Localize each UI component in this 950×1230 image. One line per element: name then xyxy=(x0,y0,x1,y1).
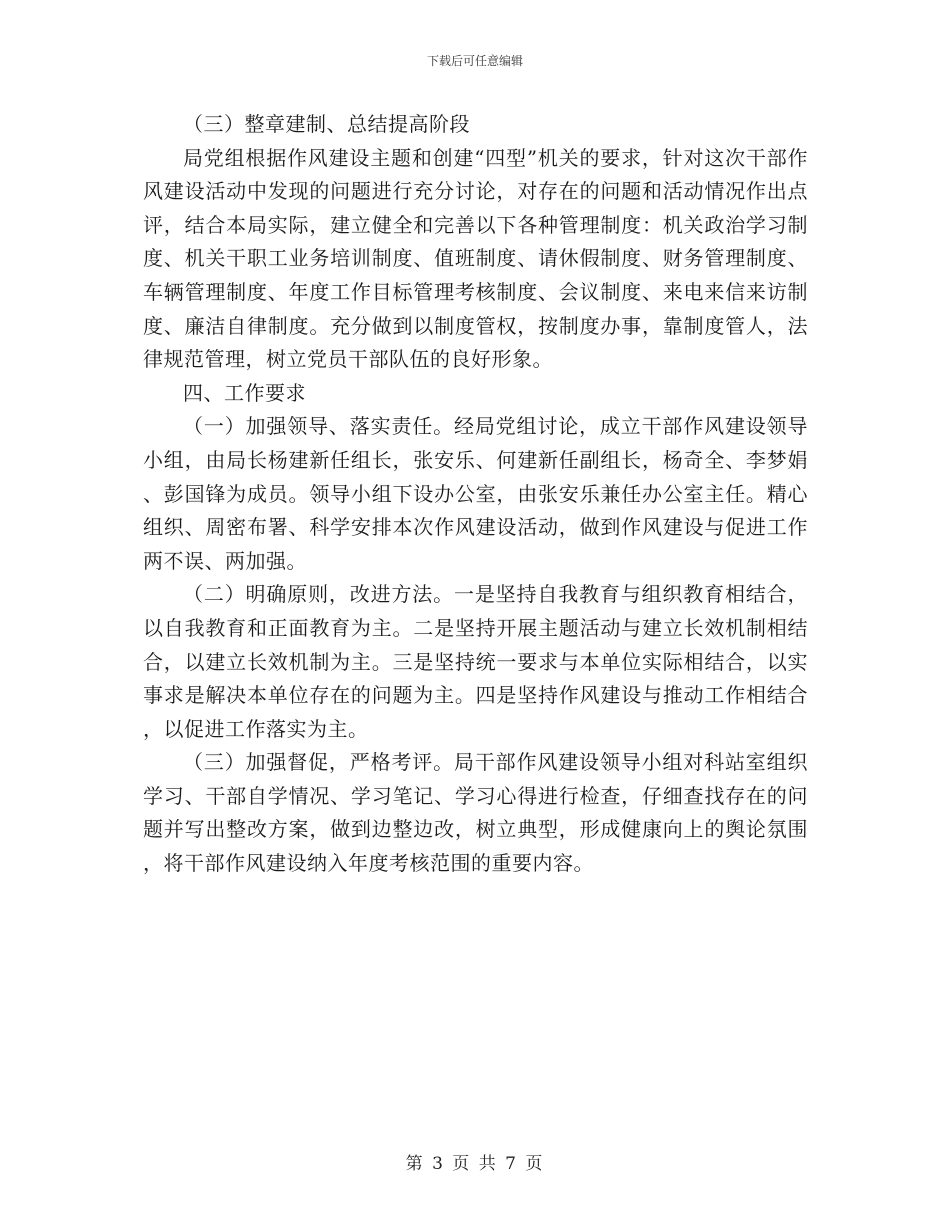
paragraph-management-systems: 局党组根据作风建设主题和创建“四型”机关的要求，针对这次干部作风建设活动中发现的问题进行充分讨论，对存在的问题和活动情况作出点评，结合本局实际，建立健全和完善以下各种管理制度：机关政治学习制度、机关干职工业务培训制度、值班制度、请休假制度、财务管理制度、车辆管理制度、年度工作目标管理考核制度、会议制度、来电来信来访制度、廉洁自律制度。充分做到以制度管权，按制度办事，靠制度管人，法律规范管理，树立党员干部队伍的良好形象。 xyxy=(143,145,808,372)
paragraph-leadership: （一）加强领导、落实责任。经局党组讨论，成立干部作风建设领导小组，由局长杨建新任组长，张安乐、何建新任副组长，杨奇全、李梦娟、彭国锋为成员。领导小组下设办公室，由张安乐兼任办公室主任。精心组织、周密布署、科学安排本次作风建设活动，做到作风建设与促进工作两不误、两加强。 xyxy=(143,414,808,573)
document-body xyxy=(143,108,808,881)
footer-current-page: 3 xyxy=(432,1154,445,1174)
paragraph-principles: （二）明确原则，改进方法。一是坚持自我教育与组织教育相结合，以自我教育和正面教育为主。二是坚持开展主题活动与建立长效机制相结合，以建立长效机制为主。三是坚持统一要求与本单位实际相结合，以实事求是解决本单位存在的问题为主。四是坚持作风建设与推动工作相结合，以促进工作落实为主。 xyxy=(143,582,808,741)
footer-label-ye2: 页 xyxy=(525,1154,545,1174)
section-heading-work-requirements: 四、工作要求 xyxy=(183,380,306,405)
header-text: 下载后可任意编辑 xyxy=(426,54,523,68)
page-footer xyxy=(0,1152,950,1176)
page-header xyxy=(0,53,950,69)
footer-label-ye: 页 xyxy=(452,1154,472,1174)
footer-total-pages: 7 xyxy=(505,1154,518,1174)
paragraph-supervision: （三）加强督促，严格考评。局干部作风建设领导小组对科站室组织学习、干部自学情况、学习笔记、学习心得进行检查，仔细查找存在的问题并写出整改方案，做到边整边改，树立典型，形成健康向上的舆论氛围，将干部作风建设纳入年度考核范围的重要内容。 xyxy=(143,750,808,876)
section-heading-consolidation: （三）整章建制、总结提高阶段 xyxy=(183,112,470,136)
footer-label-gong: 共 xyxy=(478,1154,498,1174)
footer-label-di: 第 xyxy=(405,1154,425,1174)
